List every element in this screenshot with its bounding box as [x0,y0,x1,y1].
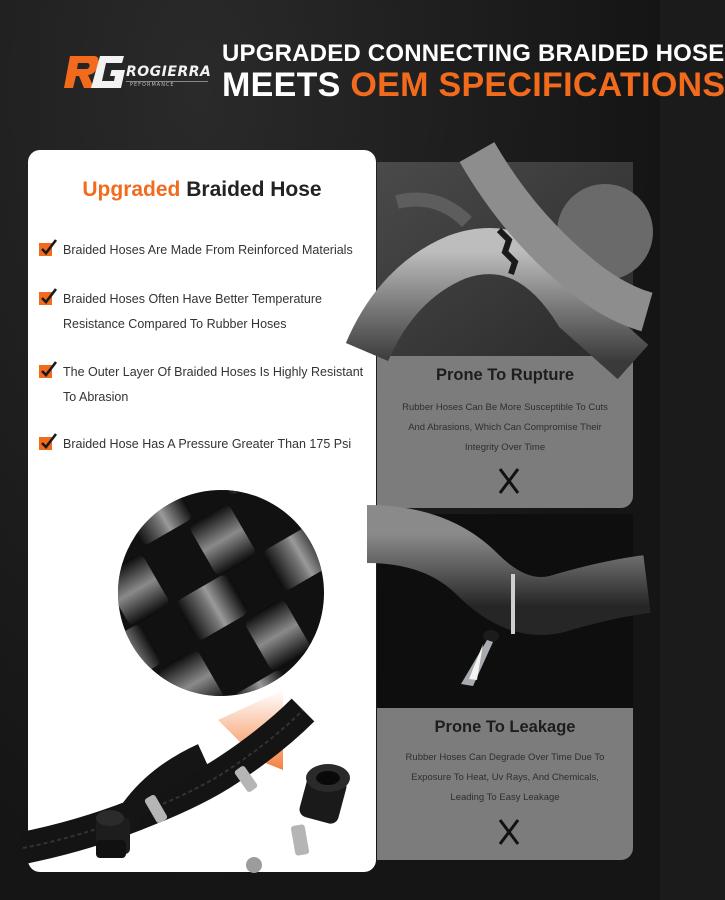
orange-checkbox-icon [38,432,58,452]
braided-hose-card [28,150,376,872]
rg-logo-icon [64,48,126,96]
feature-text: Braided Hoses Often Have Better Temperature Resistance Compared To Rubber Hoses [63,292,322,331]
feature-text: The Outer Layer Of Braided Hoses Is Highly Resistant To Abrasion [63,365,364,404]
leaking-hose-photo [377,514,633,708]
panel-description: Rubber Hoses Can Degrade Over Time Due To Exposure To Heat, Uv Rays, And Chemicals, Leading To Easy Leakage [405,752,605,803]
card-title-highlight: Upgraded [82,178,181,201]
ruptured-hose-photo [377,162,633,356]
orange-checkbox-icon [38,287,58,307]
panel-title: Prone To Leakage [434,718,576,736]
brand-logo [64,48,214,98]
headline-line-2 [222,66,725,105]
x-mark-icon [497,467,521,495]
x-mark-icon [497,818,521,846]
brand-name: ROGIERRA [126,64,212,80]
leakage-panel [377,514,633,860]
headline-white-word: MEETS [222,66,341,104]
card-title [28,178,376,202]
headline-orange-words: OEM SPECIFICATIONS [350,66,725,104]
orange-checkbox-icon [38,238,58,258]
orange-checkbox-icon [38,360,58,380]
brand-tagline: PEFORMANCE [130,82,175,88]
feature-text: Braided Hoses Are Made From Reinforced Materials [63,243,353,257]
panel-description: Rubber Hoses Can Be More Susceptible To Cuts And Abrasions, Which Can Compromise Their Integrity Over Time [402,402,608,453]
card-title-rest: Braided Hose [186,178,322,201]
rupture-panel [377,162,633,508]
feature-text: Braided Hose Has A Pressure Greater Than 175 Psi [63,437,352,451]
panel-title: Prone To Rupture [435,366,575,384]
headline-line-1: UPGRADED CONNECTING BRAIDED HOSE [222,40,725,67]
braided-hose-assembly-image [28,620,376,872]
